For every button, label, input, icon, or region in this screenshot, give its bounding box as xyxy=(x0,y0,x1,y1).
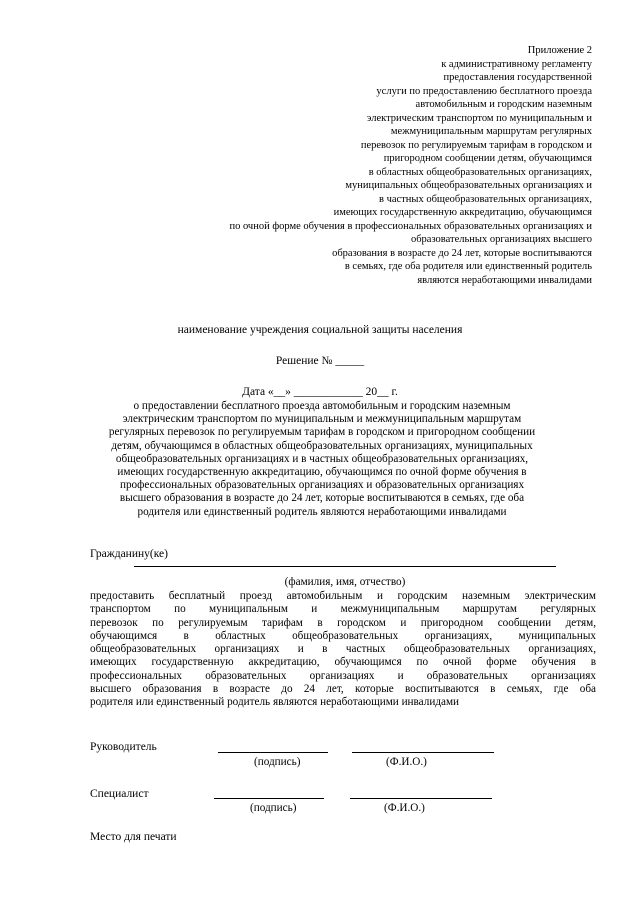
annex-line: межмуниципальным маршрутам регулярных xyxy=(390,126,592,137)
citizen-label: Гражданину(ке) xyxy=(90,548,168,560)
citizen-name-line xyxy=(134,566,556,567)
decision-body xyxy=(90,590,596,710)
annex-line: Приложение 2 xyxy=(527,45,592,56)
subject-line: детям, обучающимся в областных общеобразовательных организациях, муниципальных xyxy=(111,439,533,452)
annex-line: муниципальных общеобразовательных организациях и xyxy=(345,180,592,191)
specialist-name-line xyxy=(350,798,492,799)
head-signature-caption: (подпись) xyxy=(254,756,301,768)
head-name-line xyxy=(352,752,494,753)
subject-line: высшего образования в возрасте до 24 лет, которые воспитываются в семьях, где оба xyxy=(119,492,525,505)
head-name-caption: (Ф.И.О.) xyxy=(386,756,427,768)
decision-title: Решение № _____ xyxy=(275,355,365,367)
specialist-signature-line xyxy=(214,798,324,799)
annex-line: предоставления государственной xyxy=(443,72,592,83)
body-line: общеобразовательных организациях и в частных общеобразовательных организациях, xyxy=(90,643,596,656)
subject-line: родителя или единственный родитель являются неработающими инвалидами xyxy=(137,505,507,518)
annex-line: в семьях, где оба родителя или единственный родитель xyxy=(344,261,592,272)
head-label: Руководитель xyxy=(90,741,157,753)
specialist-label: Специалист xyxy=(90,788,149,800)
subject-line: электрическим транспортом по муниципальным и межмуниципальным маршрутам xyxy=(122,413,522,426)
body-line: родителя или единственный родитель являются неработающими инвалидами xyxy=(90,696,460,709)
body-line: имеющих государственную аккредитацию, обучающимся по очной форме обучения в xyxy=(90,656,596,669)
annex-line: образования в возрасте до 24 лет, которые воспитываются xyxy=(332,247,592,259)
annex-line: электрическим транспортом по муниципальным и xyxy=(366,112,592,124)
body-line: перевозок по регулируемым тарифам в городском и пригородном сообщении детям, xyxy=(90,616,596,629)
head-signature-line xyxy=(218,752,328,753)
annex-line: в областных общеобразовательных организациях, xyxy=(368,166,592,178)
annex-line: автомобильным и городским наземным xyxy=(415,99,592,110)
annex-line: являются неработающими инвалидами xyxy=(417,274,592,286)
annex-line: имеющих государственную аккредитацию, обучающимся xyxy=(333,207,592,218)
decision-subject xyxy=(84,400,560,519)
annex-line: услуги по предоставлению бесплатного проезда xyxy=(376,85,592,97)
subject-line: профессиональных образовательных организациях и образовательных организациях xyxy=(119,479,525,492)
specialist-signature-caption: (подпись) xyxy=(250,802,297,814)
body-line: предоставить бесплатный проезд автомобильным и городским наземным электрическим xyxy=(90,590,596,602)
subject-line: имеющих государственную аккредитацию, обучающимся по очной форме обучения в xyxy=(117,466,527,479)
annex-header xyxy=(122,44,592,287)
annex-line: в частных общеобразовательных организациях, xyxy=(379,193,592,205)
subject-line: регулярных перевозок по регулируемым тарифам в городском и пригородном сообщении xyxy=(108,426,536,439)
body-line: высшего образования в возрасте до 24 лет, которые воспитываются в семьях, где оба xyxy=(90,683,596,696)
fio-caption: (фамилия, имя, отчество) xyxy=(284,576,406,588)
subject-line: общеобразовательных организациях и в частных общеобразовательных организациях, xyxy=(115,452,529,465)
subject-line: о предоставлении бесплатного проезда автомобильным и городским наземным xyxy=(133,400,511,412)
decision-date: Дата «__» ____________ 20__ г. xyxy=(242,386,398,398)
body-line: обучающимся в областных общеобразовательных организациях, муниципальных xyxy=(90,629,596,642)
annex-line: перевозок по регулируемым тарифам в городском и xyxy=(360,139,592,151)
annex-line: к административному регламенту xyxy=(441,58,592,70)
stamp-place: Место для печати xyxy=(90,831,177,843)
institution-name: наименование учреждения социальной защиты населения xyxy=(177,324,463,336)
annex-line: образовательных организациях высшего xyxy=(410,234,592,245)
body-line: транспортом по муниципальным и межмуниципальным маршрутам регулярных xyxy=(90,603,596,616)
specialist-name-caption: (Ф.И.О.) xyxy=(384,802,425,814)
body-line: профессиональных образовательных организациях и образовательных организациях xyxy=(90,669,596,682)
annex-line: по очной форме обучения в профессиональных образовательных организациях и xyxy=(229,220,592,232)
annex-line: пригородном сообщении детям, обучающимся xyxy=(383,153,592,164)
